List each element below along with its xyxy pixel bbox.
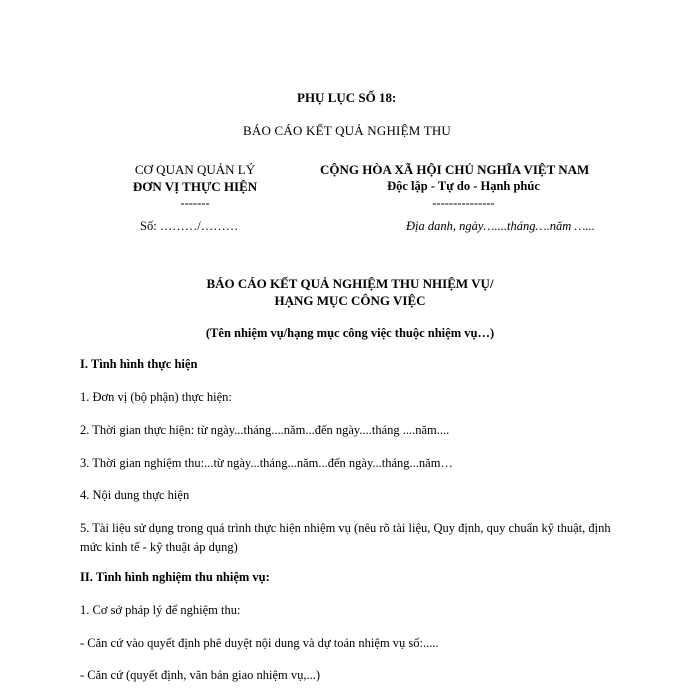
legal-basis-1: - Căn cứ vào quyết định phê duyệt nội dung và dự toán nhiệm vụ số:..... [80,636,439,650]
section1-heading: I. Tình hình thực hiện [80,357,198,371]
section1-item4: 4. Nội dung thực hiện [80,488,190,502]
main-title-line2: HẠNG MỤC CÔNG VIỆC [274,293,426,308]
right-divider: --------------- [432,196,495,210]
agency-name: CƠ QUAN QUẢN LÝ [134,162,256,177]
appendix-title: PHỤ LỤC SỐ 18: [297,90,397,105]
report-heading: BÁO CÁO KẾT QUẢ NGHIỆM THU [243,123,452,138]
document-number: Số: ………/……… [140,219,239,233]
main-subtitle: (Tên nhiệm vụ/hạng mục công việc thuộc nhiệm vụ…) [205,326,495,340]
section1-item1: 1. Đơn vị (bộ phận) thực hiện: [80,390,232,404]
section1-item2: 2. Thời gian thực hiện: từ ngày...tháng....năm...đến ngày....tháng ....năm.... [80,423,450,437]
section2-item1: 1. Cơ sở pháp lý để nghiệm thu: [80,603,241,617]
section2-heading: II. Tình hình nghiệm thu nhiệm vụ: [80,570,270,584]
unit-name: ĐƠN VỊ THỰC HIỆN [132,179,258,194]
legal-basis-2: - Căn cứ (quyết định, văn bản giao nhiệm vụ,...) [80,668,321,682]
left-divider: ------- [180,196,210,210]
main-title-line1: BÁO CÁO KẾT QUẢ NGHIỆM THU NHIỆM VỤ/ [206,276,494,291]
section1-item3: 3. Thời gian nghiệm thu:...từ ngày...tháng...năm...đến ngày...tháng...năm… [80,456,453,470]
section1-item5: 5. Tài liệu sử dụng trong quá trình thực hiện nhiệm vụ (nêu rõ tài liệu, Quy định, quy chuẩn kỹ thuật, định mức kinh tế - kỹ thuật áp dụng) [80,521,611,554]
national-motto: Độc lập - Tự do - Hạnh phúc [387,179,540,193]
nation-title: CỘNG HÒA XÃ HỘI CHỦ NGHĨA VIỆT NAM [320,162,590,177]
place-date: Địa danh, ngày…....tháng….năm …... [406,219,595,233]
